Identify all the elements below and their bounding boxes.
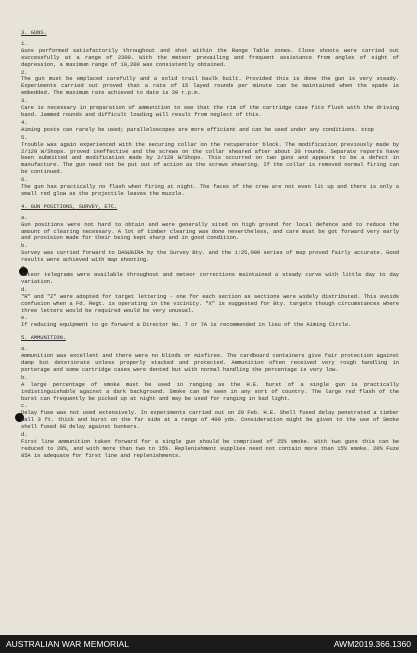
paragraph-text: Meteor telegrams were available throughout and meteor corrections maintained a steady curve with little day to day variation. xyxy=(21,271,399,285)
paragraph-text: "R" and "Z" were adopted for target lettering - one for each section as sections were widely distributed. This avoids confusion when a Fd. Regt. is operating in the vicinity. "X" is suggested for Bty. targets though circumstances where three letters would be required would be very unusual. xyxy=(21,292,399,314)
section-gun-positions xyxy=(21,204,399,329)
paragraph-text: If reducing equipment to go forward a Director No. 7 or 7A is recommended in lieu of the Aiming Circle. xyxy=(21,321,352,329)
paragraph-number: 2. xyxy=(21,68,28,76)
paragraph xyxy=(21,177,399,198)
paragraph-number: 5. xyxy=(21,133,28,141)
paragraph-text: Aiming posts can rarely be used; paralleloscopes are more efficient and can be used under any conditions. stop xyxy=(21,125,374,133)
paragraph xyxy=(21,243,399,264)
paragraph-number: b. xyxy=(21,242,28,250)
paragraph-text: Trouble was again experienced with the securing collar on the recuperator block. The modification previously made by 2/129 W/Shops. proved ineffective and the screws on the collar sheared after about 20 rounds. Separate reports have been submitted and modification made by 2/128 W/Shops. This occurred on two guns and appears to be a defect in manufacture. The gun need not be put out of action as the screws shearing. If the collar is removed normal firing can be continued. xyxy=(21,140,399,176)
section-guns xyxy=(21,30,399,198)
paragraph-number: e. xyxy=(21,314,28,322)
archive-name: AUSTRALIAN WAR MEMORIAL xyxy=(6,639,129,649)
paragraph xyxy=(21,346,399,374)
paragraph xyxy=(21,98,399,119)
paragraph-number: 4. xyxy=(21,118,28,126)
typed-text-body xyxy=(21,30,399,461)
paragraph-text: Delay fuse was not used extensively. In experiments carried out on 29 Feb. H.E. Shell fused delay penetrated a timber wall 3 ft. thick and burst on the far side at a range of 400 yds. Consideration might be given to the use of Smoke shell fused 88 delay against bunkers. xyxy=(21,409,399,431)
paragraph-text: Guns performed satisfactorily throughout and shot within the Range Table zones. Close shoots were carried out successfully at a range of 2300. With the meteor prevailing and frequent assistance from angles of sight of depression, a maximum range of 10,200 was consistently obtained. xyxy=(21,46,399,68)
section-heading: 3. GUNS. xyxy=(21,29,47,36)
paragraph xyxy=(21,403,399,431)
paragraph xyxy=(21,315,399,329)
paragraph-text: Gun positions were not hard to obtain and were generally sited on high ground for local defence and to reduce the amount of clearing necessary. A lot of timber clearing was done nevertheless, and care must be got forward very early and provision made for their being kept sharp and in good condition. xyxy=(21,220,399,242)
paragraph-text: The gun must be emplaced carefully and a solid trail baulk built. Provided this is done the gun is very steady. Experiments carried out proved that a rate of 15 layed rounds per minute can be maintained when the spade is embedded. The maximum rate achieved to date is 20 r.p.m. xyxy=(21,75,399,97)
paragraph xyxy=(21,120,399,134)
paragraph-number: 3. xyxy=(21,97,28,105)
paragraph-text: Ammunition was excellent and there were no blinds or misfires. The cardboard containers give fair protection against damp but deteriorate unless properly stacked and protected. Ammunition often received very rough handling in porterage and some cartridge cases were dented but with normal handling the percentage is very low. xyxy=(21,352,399,373)
paragraph-number: c. xyxy=(21,264,28,272)
paragraph-text: Care is necessary in preparation of ammunition to see that the rim of the cartridge case fits flush with the driving band. Jammed rounds and difficult loading will result from neglect of this. xyxy=(21,104,399,118)
paragraph xyxy=(21,265,399,286)
paragraph-text: The gun has practically no flash when firing at night. The faces of the crew are not even lit up and there is only a small red glow as the projectile leaves the muzzle. xyxy=(21,183,399,197)
paragraph-number: d. xyxy=(21,285,28,293)
paragraph xyxy=(21,287,399,315)
paragraph-number: 6. xyxy=(21,176,28,184)
paragraph-number: 1. xyxy=(21,39,28,47)
paragraph xyxy=(21,41,399,69)
archive-footer-bar xyxy=(0,635,417,653)
paragraph-number: a. xyxy=(21,345,28,353)
paragraph xyxy=(21,215,399,243)
paragraph xyxy=(21,70,399,98)
paragraph-number: c. xyxy=(21,402,28,410)
paragraph xyxy=(21,135,399,176)
section-ammunition xyxy=(21,335,399,459)
paragraph-text: A large percentage of smoke must be used in ranging as the H.E. burst of a single gun is practically indistinguishable against a dark background. Smoke can be seen in any sort of country. The large red flash of the burst can frequently be picked up at night and may be used for ranging in bad light. xyxy=(21,380,399,402)
paragraph-text: First line ammunition taken forward for a single gun should be comprised of 25% smoke. With two guns this can be reduced to 20%, and with more than two to 15%. Replenishment supplies need not contain more than 15% smoke. 20% Fuze 85A is adequate for first line and replenishments. xyxy=(21,437,399,459)
paragraph-number: a. xyxy=(21,213,28,221)
paragraph xyxy=(21,375,399,403)
paragraph xyxy=(21,432,399,460)
paragraph-text: Survey was carried forward to DAGUGIRA by the Survey Bty. and the 1:25,000 series of map proved fairly accurate. Good results were achieved with map shooting. xyxy=(21,249,399,264)
paragraph-number: d. xyxy=(21,431,28,439)
section-heading: 4. GUN POSITIONS, SURVEY, ETC. xyxy=(21,202,118,210)
section-heading: 5. AMMUNITION. xyxy=(21,334,66,342)
archive-reference-id: AWM2019.366.1360 xyxy=(333,639,411,649)
paragraph-number: b. xyxy=(21,373,28,381)
